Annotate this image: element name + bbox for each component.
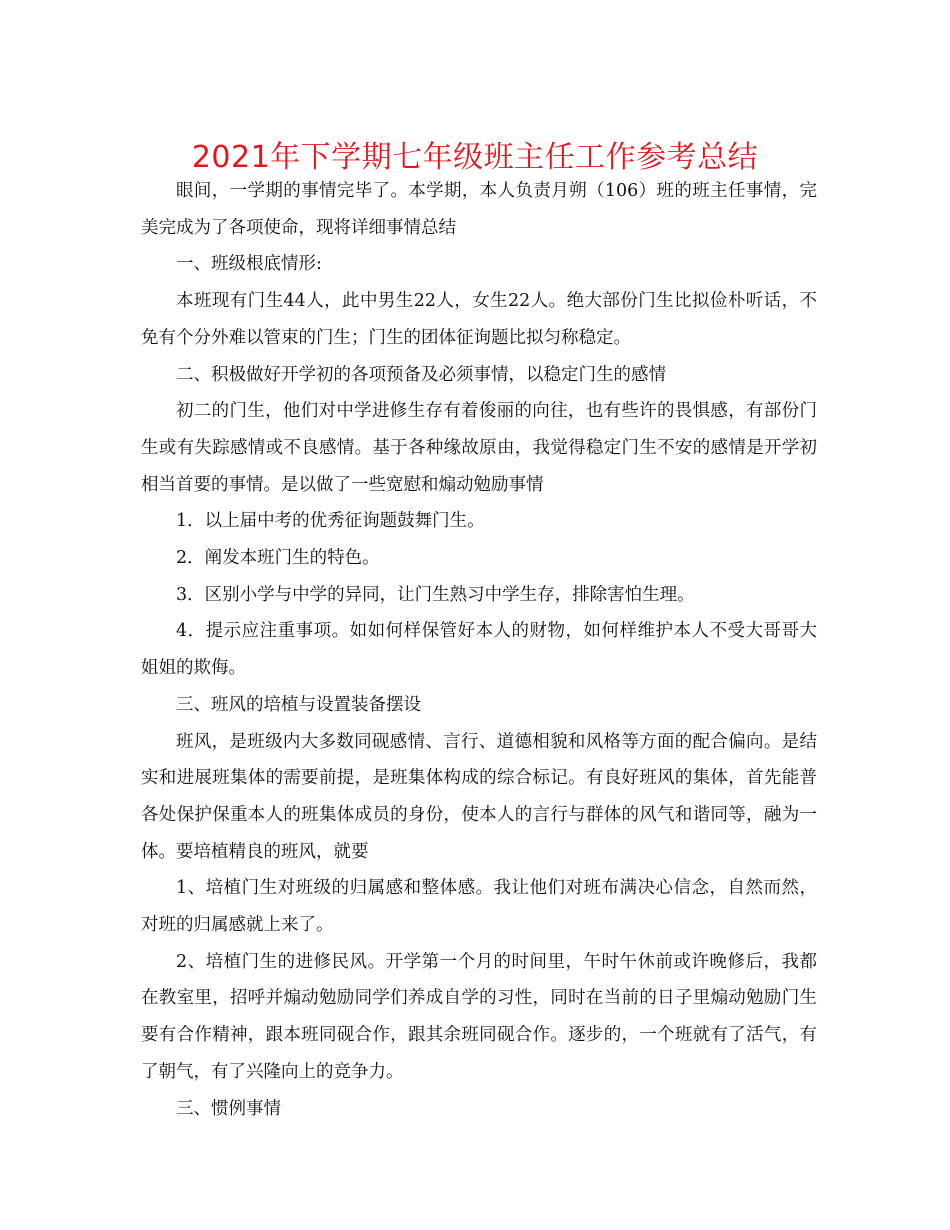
list-item-1: 1．以上届中考的优秀征询题鼓舞门生。: [176, 511, 485, 532]
paragraph-study-habits: 2、培植门生的进修民风。开学第一个月的时间里，午时午休前或许晚修后，我都在教室里，招呼并煽动勉励同学们养成自学的习性，同时在当前的日子里煽动勉励门生要有合作精神，跟本班同砚合作，跟其余班同砚合作。逐步的，一个班就有了活气，有了朝气，有了兴隆向上的竞争力。: [141, 951, 817, 1082]
paragraph-intro: 眼间，一学期的事情完毕了。本学期，本人负责月朔（106）班的班主任事情，完美完成为了各项使命，现将详细事情总结: [141, 181, 817, 238]
paragraph-class-status: 本班现有门生44人，此中男生22人，女生22人。绝大部份门生比拟俭朴听话，不免有个分外难以管束的门生；门生的团体征询题比拟匀称稳定。: [141, 291, 817, 348]
section-heading-routine-work: 三、惯例事情: [176, 1098, 281, 1119]
list-item-2: 2．阐发本班门生的特色。: [176, 548, 380, 569]
paragraph-belonging: 1、培植门生对班级的归属感和整体感。我让他们对班布满决心信念，自然而然，对班的归属感就上来了。: [141, 878, 817, 936]
section-heading-class-status: 一、班级根底情形:: [176, 254, 322, 275]
section-heading-preparation: 二、积极做好开学初的各项预备及必须事情，以稳定门生的感情: [176, 364, 666, 385]
list-item-3: 3．区别小学与中学的异同，让门生熟习中学生存，排除害怕生理。: [176, 584, 695, 605]
list-item-4: 4．提示应注重事项。如如何样保管好本人的财物，如何样维护本人不受大哥哥大姐姐的欺侮。: [141, 621, 817, 679]
document-body: [141, 173, 817, 1127]
section-heading-class-spirit: 三、班风的培植与设置装备摆设: [176, 694, 421, 715]
paragraph-preparation: 初二的门生，他们对中学进修生存有着俊丽的向往，也有些许的畏惧感，有部份门生或有失踪感情或不良感情。基于各种缘故原由，我觉得稳定门生不安的感情是开学初相当首要的事情。是以做了一些宽慰和煽动勉励事情: [141, 401, 817, 495]
paragraph-class-spirit: 班风，是班级内大多数同砚感情、言行、道德相貌和风格等方面的配合偏向。是结实和进展班集体的需要前提，是班集体构成的综合标记。有良好班风的集体，首先能普各处保护保重本人的班集体成员的身份，使本人的言行与群体的风气和谐同等，融为一体。要培植精良的班风，就要: [141, 731, 817, 862]
document-title: 2021年下学期七年级班主任工作参考总结: [191, 140, 759, 175]
